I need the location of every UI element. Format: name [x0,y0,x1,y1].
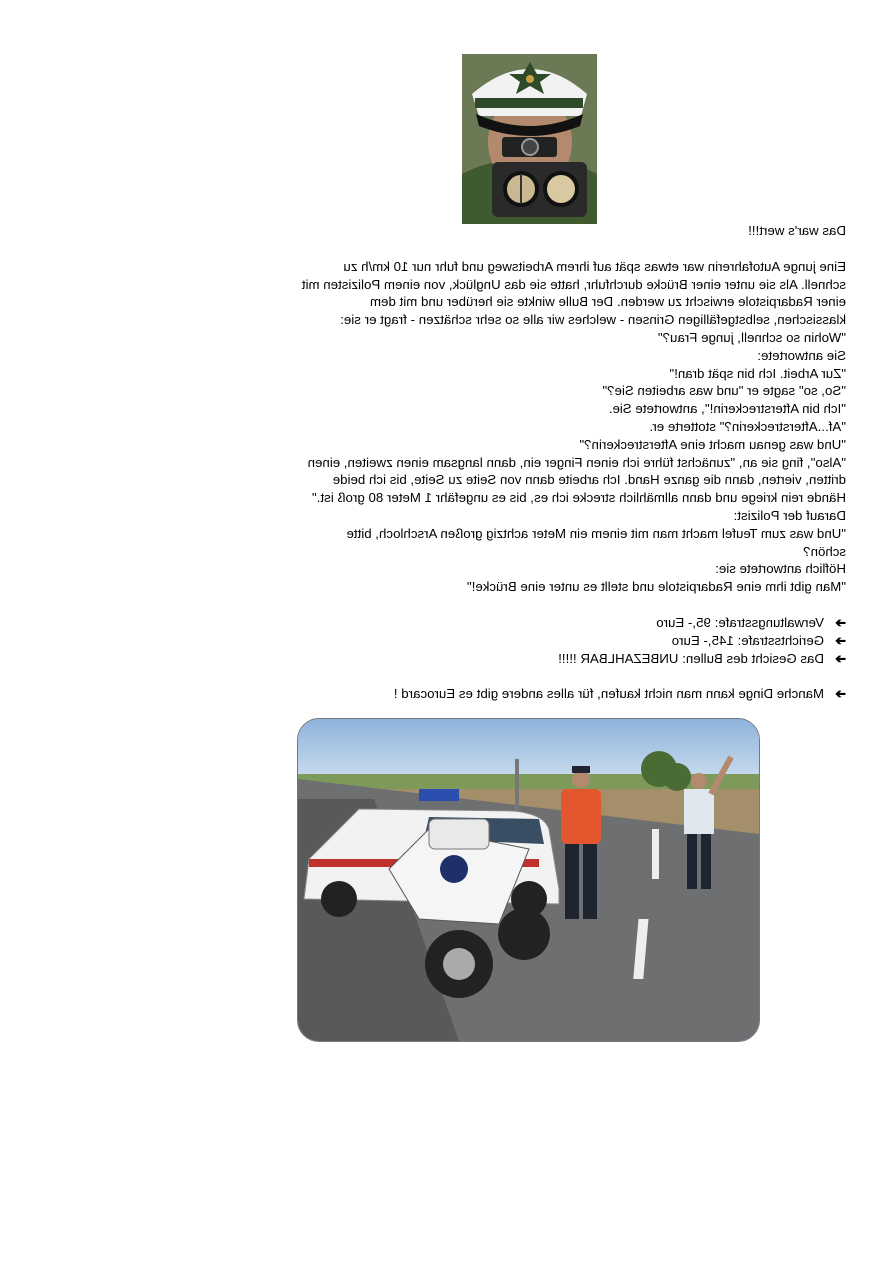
arrow-right-icon: ➔ [834,686,846,702]
story-line: "So, so" sagte er "und was arbeiten Sie?" [602,383,846,399]
story-line: Eine junge Autofahrerin war etwas spät auf ihrem Arbeitsweg und fuhr nur 10 km/h zu [343,258,846,274]
story-line: Darauf der Polizist: [733,507,846,523]
story-line: "Und was zum Teufel macht man mit einem ein Meter achtzig großen Arschloch, bitte [346,525,846,541]
fine-bullet: ➔Verwaltungsstrafe: 95,- Euro [656,614,846,630]
story-line: dritten, vierten, dann die ganze Hand. Ich arbeite dann von Seite zu Seite, bis ich beide [332,472,846,488]
story-line: "Zur Arbeit. Ich bin spät dran!" [669,365,846,381]
story-line: Höflich antwortete sie: [715,561,846,577]
story-line: klassischen, selbstgefälligen Grinsen - welches wir alle so sehr schätzen - fragt er sie: [340,312,846,328]
story-line: "Ich bin Afterstreckerin!", antwortete Sie. [608,401,846,417]
police-officer-radar-photo [462,54,597,224]
arrow-right-icon: ➔ [834,632,846,648]
arrow-right-icon: ➔ [834,614,846,630]
story-line: einer Radarpistole erwischt zu werden. Der Bulle winkte sie herüber und mit dem [370,294,846,310]
fine-bullet: ➔Gerichtsstrafe: 145,- Euro [671,632,846,648]
story-line: "Also", fing sie an, "zunächst führe ich einen Finger ein, dann langsam einen zweiten, einen [307,454,846,470]
story-title: Das war's wert!!! [748,223,846,238]
story-line: "Wohin so schnell, junge Frau?" [657,329,846,345]
arrow-right-icon: ➔ [834,650,846,666]
story-line: Hände rein kriege und dann allmählich strecke ich es, bis es ungefähr 1 Meter 80 groß ist." [311,490,846,506]
story-line: schnell. Als sie unter einer Brücke durchfuhr, hatte sie das Unglück, von einem Polizisten mit [301,276,846,292]
story-line: Sie antwortete: [757,347,846,363]
story-line: "Und was genau macht eine Afterstreckerin?" [579,436,846,452]
story-line: "Man gibt ihm eine Radarpistole und stellt es unter eine Brücke!" [466,579,846,595]
story-text [211,222,846,703]
fine-bullet: ➔Das Gesicht des Bullen: UNBEZAHLBAR !!!!! [558,650,846,666]
police-roadside-photo [297,718,760,1042]
story-line: "Af...Afterstreckerin?" stotterte er. [649,418,846,434]
closing-line: ➔Manche Dinge kann man nicht kaufen, für alles andere gibt es Eurocard ! [393,686,846,702]
story-line: schön? [803,543,846,559]
